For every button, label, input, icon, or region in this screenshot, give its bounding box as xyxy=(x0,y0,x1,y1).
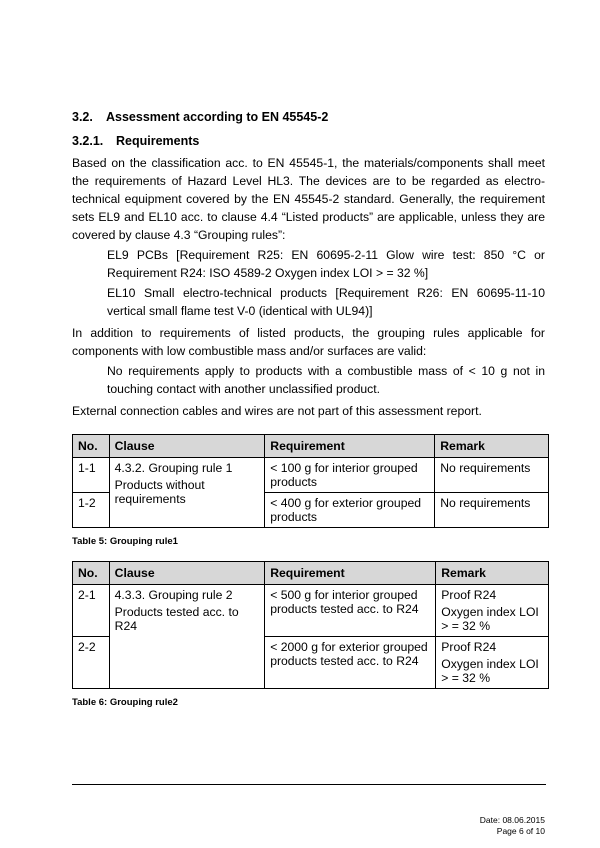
footer-page-number: Page 6 of 10 xyxy=(496,826,545,836)
paragraph-intro: Based on the classification acc. to EN 45545-1, the materials/components shall meet the requirements of Hazard Level HL3. The devices are to be regarded as electro-technical equipment covered by the EN 45545-2 standard. Generally, the requirement sets EL9 and EL10 acc. to clause 4.4 “Listed products” are applicable, unless they are covered by clause 4.3 “Grouping rules”: xyxy=(72,156,545,242)
page-footer xyxy=(480,815,545,837)
paragraph-cables: External connection cables and wires are not part of this assessment report. xyxy=(72,404,482,418)
list-item xyxy=(72,362,545,398)
list-item xyxy=(72,284,545,320)
cell-remark xyxy=(436,637,549,689)
header-requirement: Requirement xyxy=(265,562,436,585)
section-title: Assessment according to EN 45545-2 xyxy=(106,110,329,124)
clause-title: 4.3.2. Grouping rule 1 xyxy=(114,461,233,475)
bullet-text: EL10 Small electro-technical products [Requirement R26: EN 60695-11-10 vertical small flame test V-0 (identical with UL94)] xyxy=(107,286,545,318)
header-requirement: Requirement xyxy=(265,435,435,458)
subsection-heading xyxy=(72,134,545,148)
header-no: No. xyxy=(73,435,110,458)
page-content xyxy=(72,110,545,708)
header-no: No. xyxy=(73,562,110,585)
paragraph-grouping: In addition to requirements of listed products, the grouping rules applicable for components with low combustible mass and/or surfaces are valid: xyxy=(72,326,545,358)
cell-remark xyxy=(436,585,549,637)
remark-oxygen-index: Oxygen index LOI > = 32 % xyxy=(441,605,539,633)
bullet-box-icon xyxy=(72,284,107,320)
clause-title: 4.3.3. Grouping rule 2 xyxy=(114,588,233,602)
cell-remark: No requirements xyxy=(435,458,549,493)
subsection-title: Requirements xyxy=(116,134,200,148)
cell-requirement: < 100 g for interior grouped products xyxy=(265,458,435,493)
footer-divider xyxy=(72,784,546,785)
table-header-row xyxy=(73,562,549,585)
bullet-list-requirements xyxy=(72,246,545,320)
bullet-text: No requirements apply to products with a combustible mass of < 10 g not in touching contact with another unclassified product. xyxy=(107,364,545,396)
table-header-row xyxy=(73,435,549,458)
table-grouping-rule-1 xyxy=(72,434,549,528)
cell-clause xyxy=(109,585,265,689)
cell-no: 1-2 xyxy=(73,493,110,528)
remark-proof: Proof R24 xyxy=(441,640,497,654)
cell-no: 2-1 xyxy=(73,585,110,637)
bullet-text: EL9 PCBs [Requirement R25: EN 60695-2-11 Glow wire test: 850 °C or Requirement R24: ISO 4589-2 Oxygen index LOI > = 32 %] xyxy=(107,248,545,280)
cell-no: 2-2 xyxy=(73,637,110,689)
remark-oxygen-index: Oxygen index LOI > = 32 % xyxy=(441,657,539,685)
table-row xyxy=(73,458,549,493)
list-item xyxy=(72,246,545,282)
header-clause: Clause xyxy=(109,562,265,585)
cell-requirement: < 500 g for interior grouped products tested acc. to R24 xyxy=(265,585,436,637)
header-clause: Clause xyxy=(109,435,265,458)
cell-remark: No requirements xyxy=(435,493,549,528)
table-caption: Table 5: Grouping rule1 xyxy=(72,536,178,547)
clause-description: Products without requirements xyxy=(114,478,205,506)
bullet-box-icon xyxy=(72,246,107,282)
table-caption: Table 6: Grouping rule2 xyxy=(72,697,178,708)
header-remark: Remark xyxy=(436,562,549,585)
section-heading xyxy=(72,110,545,124)
cell-requirement: < 400 g for exterior grouped products xyxy=(265,493,435,528)
footer-date: Date: 08.06.2015 xyxy=(479,815,545,825)
bullet-box-icon xyxy=(72,362,107,398)
cell-no: 1-1 xyxy=(73,458,110,493)
bullet-list-grouping xyxy=(72,362,545,398)
section-number: 3.2. xyxy=(72,110,93,124)
header-remark: Remark xyxy=(435,435,549,458)
cell-clause xyxy=(109,458,265,528)
table-row xyxy=(73,585,549,637)
table-grouping-rule-2 xyxy=(72,561,549,689)
subsection-number: 3.2.1. xyxy=(72,134,104,148)
cell-requirement: < 2000 g for exterior grouped products tested acc. to R24 xyxy=(265,637,436,689)
clause-description: Products tested acc. to R24 xyxy=(114,605,239,633)
remark-proof: Proof R24 xyxy=(441,588,497,602)
